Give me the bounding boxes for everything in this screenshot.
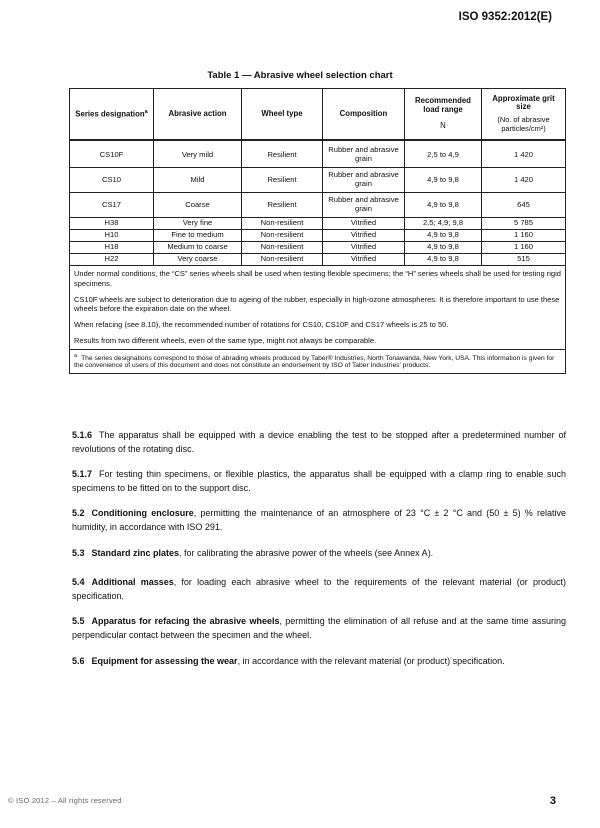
header-series: Series designation$^a$ (70, 89, 154, 141)
cell-grit: 645 (482, 193, 566, 218)
footnote-mark: a (74, 352, 78, 359)
cell-composition: Vitrified (323, 254, 405, 266)
cell-action: Fine to medium (154, 230, 242, 242)
table-row (70, 193, 566, 218)
cell-action: Very coarse (154, 254, 242, 266)
cell-series: H18 (70, 242, 154, 254)
table-row (70, 218, 566, 230)
note-paragraph: When refacing (see 8.10), the recommended number of rotations for CS10, CS10F and CS17 wheels is 25 to 50. (74, 320, 449, 329)
cell-action: Coarse (154, 193, 242, 218)
cell-action: Very mild (154, 140, 242, 168)
notes-row (70, 266, 566, 350)
cell-wheel: Resilient (242, 140, 323, 168)
table-header-row (70, 89, 566, 141)
table-row (70, 254, 566, 266)
table-row (70, 140, 566, 168)
cell-composition: Rubber and abrasive grain (323, 168, 405, 193)
cell-wheel: Non-resilient (242, 218, 323, 230)
footnote-text: The series designations correspond to those of abrading wheels produced by Taber® Industries, North Tonawanda, New York, USA. This information is given for the convenience of users of this document and does not constitute an endorsement by ISO of Taber Industries' products. (74, 354, 555, 370)
cell-grit: 515 (482, 254, 566, 266)
header-wheel-type: Wheel type (242, 89, 323, 141)
cell-series: CS10 (70, 168, 154, 193)
table-footnote (70, 349, 566, 374)
footnote-row (70, 349, 566, 374)
clause-5-5: 5.5 Apparatus for refacing the abrasive wheels, permitting the elimination of all refuse and at the same time assuring perpendicular contact between the specimen and the wheel. (72, 616, 566, 640)
table-caption: Table 1 — Abrasive wheel selection chart (207, 70, 393, 81)
cell-action: Very fine (154, 218, 242, 230)
cell-action: Medium to coarse (154, 242, 242, 254)
copyright-footer: © ISO 2012 – All rights reserved (8, 796, 122, 805)
cell-series: CS10F (70, 140, 154, 168)
table-notes (70, 266, 566, 350)
header-abrasive-action: Abrasive action (154, 89, 242, 141)
page-number: 3 (549, 795, 556, 807)
cell-load: 2,5 to 4,9 (405, 140, 482, 168)
cell-wheel: Non-resilient (242, 230, 323, 242)
cell-composition: Rubber and abrasive grain (323, 140, 405, 168)
abrasive-wheel-table (69, 88, 566, 374)
note-paragraph: CS10F wheels are subject to deterioration due to ageing of the rubber, especially in high-ozone atmospheres. It is therefore important to use these wheels before the expiration date on the wheel. (74, 294, 560, 314)
cell-wheel: Non-resilient (242, 242, 323, 254)
cell-wheel: Resilient (242, 193, 323, 218)
cell-grit: 5 785 (482, 218, 566, 230)
header-composition: Composition (323, 89, 405, 141)
cell-action: Mild (154, 168, 242, 193)
header-load-range: Recommended load range N (405, 89, 482, 141)
cell-series: CS17 (70, 193, 154, 218)
cell-load: 4,9 to 9,8 (405, 230, 482, 242)
cell-grit: 1 420 (482, 168, 566, 193)
clause-5-1-7: 5.1.7 For testing thin specimens, or flexible plastics, the apparatus shall be equipped with a clamp ring to enable such specimens to be fitted on to the support disc. (72, 469, 566, 493)
cell-composition: Rubber and abrasive grain (323, 193, 405, 218)
clause-5-6: 5.6 Equipment for assessing the wear, in accordance with the relevant material (or product) specification. (72, 656, 505, 666)
cell-load: 4,9 to 9,8 (405, 254, 482, 266)
cell-grit: 1 160 (482, 242, 566, 254)
table-row (70, 230, 566, 242)
clause-5-2: 5.2 Conditioning enclosure, permitting the maintenance of an atmosphere of 23 °C ± 2 °C and (50 ± 5) % relative humidity, in accordance with ISO 291. (72, 508, 566, 532)
cell-wheel: Non-resilient (242, 254, 323, 266)
standard-header: ISO 9352:2012(E) (458, 11, 552, 23)
cell-load: 4,9 to 9,8 (405, 242, 482, 254)
note-paragraph: Under normal conditions, the “CS” series wheels shall be used when testing flexible specimens; the “H” series wheels shall be used for testing rigid specimens. (74, 269, 561, 288)
cell-series: H10 (70, 230, 154, 242)
note-paragraph: Results from two different wheels, even of the same type, might not always be comparable. (74, 335, 377, 345)
cell-composition: Vitrified (323, 242, 405, 254)
table-row (70, 242, 566, 254)
cell-load: 2,5; 4,9; 9,8 (405, 218, 482, 230)
table-row (70, 168, 566, 193)
cell-load: 4,9 to 9,8 (405, 193, 482, 218)
cell-composition: Vitrified (323, 230, 405, 242)
header-grit-size: Approximate grit size (No. of abrasive particles/cm²) (482, 89, 566, 141)
cell-grit: 1 160 (482, 230, 566, 242)
clause-5-3: 5.3 Standard zinc plates, for calibrating the abrasive power of the wheels (see Annex A). (72, 548, 434, 558)
clause-5-1-6: 5.1.6 The apparatus shall be equipped with a device enabling the test to be stopped after a predetermined number of revolutions of the rotating disc. (72, 430, 566, 454)
cell-load: 4,9 to 9,8 (405, 168, 482, 193)
cell-series: H38 (70, 218, 154, 230)
clause-5-4: 5.4 Additional masses, for loading each abrasive wheel to the requirements of the relevant material (or product) specification. (72, 577, 567, 601)
cell-wheel: Resilient (242, 168, 323, 193)
cell-grit: 1 420 (482, 140, 566, 168)
cell-composition: Vitrified (323, 218, 405, 230)
cell-series: H22 (70, 254, 154, 266)
